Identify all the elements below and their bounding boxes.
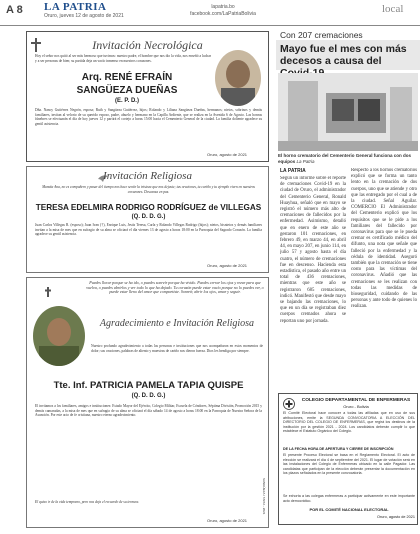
caption-text: El horno crematorio del Cementerio General funciona con dos equipos: [278, 153, 412, 164]
section-name: local: [382, 3, 404, 15]
issue-date: Oruro, jueves 12 de agosto de 2021: [44, 13, 124, 19]
newspaper-name: LA PATRIA: [44, 1, 107, 13]
nursing-logo-icon: [283, 397, 295, 409]
notice-intro: El Comité Electoral hace conocer a todas las afiliadas que en uso de sus atribuciones, emite la SEGUNDA CONVOCATORIA A ELECCIÓN DEL DIRECTORIO DEL COLEGIO DE ENFERMERAS, que regirá los destinos de la institución por la gestión 2021 - 2024. Los candidatos deberán cumplir lo que establece el Estatuto Orgánico del Colegio.: [283, 411, 415, 434]
obituary-religiosa: [26, 166, 269, 273]
article-dateline: LA PATRIA: [280, 168, 306, 174]
article-headline: Mayo fue el mes con más decesos a causa del: [280, 43, 407, 67]
obit3-closing: El quiso ir de la vida temprano, pero nos deja el recuerdo de su ternura.: [35, 500, 140, 504]
cross-icon: [45, 284, 51, 294]
article-kicker: Con 207 cremaciones: [280, 30, 363, 40]
obit2-date: Oruro, agosto de 2021: [207, 263, 248, 268]
obit1-body: Dña. Nancy Gutiérrez Negrón, esposa; Ruth y Sangüeza Gutiérrez, hijos; Rolando y Liliana Sangüeza Dueñas, hermanos; nietos, sobrinos y demás familiares, invitan al velorio de su querido esposo, padre, abuelo y hermano en la Capilla Ardiente, que se realiza en la Avenida 6 de Agosto. Las honras fúnebres se efectuarán el día de hoy jueves 12 y partirá el cortejo a horas 15:00 hacia el Cementerio General de la ciudad. La familia doliente agradece su gentil asistencia.: [35, 108, 262, 126]
notice-subtitle: Oruro - Bolivia: [343, 404, 369, 409]
obit2-verse: Mamita Ana, no es compañero y pasar del tiempo nos hace sentir la tristeza que nos dejaste; tus oraciones, tu cariño y tu ejemplo viven en nuestros corazones. Descansa en paz.: [42, 185, 255, 194]
page-number: A 8: [6, 4, 23, 16]
article-column-2: Respecto a los hornos crematorios explicó que se forma un tanto lento en la cremación de dos cuerpos, uno que se atiende y otro que las entregado por el cual a de la ciudad. Señal Aguilar. COMERCIO El Administrador del Cementerio explicó que los requisitos que se le pide a los familiares del fallecido por coronavirus para que se le pueda cremar es certificado médico del difunto, una nota que señale que falleció por la enfermedad y la cédula de identidad. Aseguró también que la cremación se tiene costo para las víctimas del coronavirus. Añadió que las cremaciones se les realizan con todas las medidas de bioseguridad, cuidando de las personas y ante todo de quienes lo realizan.: [351, 168, 417, 310]
notice-section-heading: DE LA FECHA HORA DE APERTURA Y CIERRE DE INSCRIPCIÓN: [283, 447, 394, 451]
obit3-date: Oruro, agosto de 2021: [207, 518, 248, 523]
facebook-url[interactable]: facebook.com/LaPatriaBolivia: [190, 11, 256, 17]
obit2-title: Invitación Religiosa: [103, 170, 192, 182]
obit1-intro: Hoy el señor nos quitó al ser más hermoso que tuvimos: nuestro padre, el hombre que nos dio la vida, nos enseñó a luchar y a ser personas de bien; su partida deja un vacío inmenso en nuestros corazones.: [35, 54, 211, 63]
obit3-portrait: [33, 306, 85, 366]
article-section: [276, 28, 420, 391]
obit3-name: Tte. Inf. PATRICIA PAMELA TAPIA QUISPE: [53, 380, 244, 391]
article-column-1: Según un informe sobre el reporte de cremaciones Covid-19 en la ciudad de Oruro, el administrador del Cementerio General, Ronald Huayhua, señaló que en mayo se registró el número más alto de cremaciones de fallecidos por la enfermedad. Asimismo, detalló que en enero de este año se gestaron 101 cremaciones, en febrero 49, en marzo 44, en abril 44, en mayo 207, en junio 114, en julio 57 y agosto hasta el día cuatro, el número de cremaciones fue en descenso. Hacienda esta estadística, el pasado año entre un total de 436 cremaciones, mientras que este año se registraron 685 cremaciones, indicó. Manifestó que desde mayo se bajando las cremaciones, lo que en un día se registraban diez cuerpos cremados ahora se reportan uno por jornada.: [280, 176, 346, 324]
obit2-body: Juan Carlos Villegas R. (esposo); Juan Ivan (†), Enrique Luis, Jesús Teresa, Carla y Rolando Villegas Rodrigo (hijos); nietos, bisnietos y demás familiares invitan a la misa de mes que en sufragio de su alma se oficiará el día viernes 13 de agosto a horas 18:00 en la Parroquia del Sagrado Corazón. La familia agradece su gentil asistencia.: [35, 223, 262, 237]
photo-caption: [278, 153, 418, 165]
page-header: [0, 0, 420, 26]
notice-closing: Se exhorta a las colegas enfermeras a participar activamente en este importante acto democrático.: [283, 494, 415, 503]
obit3-verse: Puedes llorar porque se ha ido, o puedes sonreír porque ha vivido. Puedes cerrar los ojos y rezar para que vuelva, o puedes abrirlos y ver todo lo que ha dejado. Tu corazón puede estar vacío porque no lo puedes ver, o puede estar lleno del amor que compartiste. Sonreír, abrir los ojos, amar y seguir.: [86, 280, 264, 295]
obit1-rip: (E. P. D.): [115, 98, 139, 104]
notice-signature: POR EL COMITÉ NACIONAL ELECTORAL: [309, 507, 389, 512]
obit1-name-line2: SANGÜEZA DUEÑAS: [76, 85, 178, 96]
obit1-date: Oruro, agosto de 2021: [207, 152, 248, 157]
electoral-notice: [278, 393, 418, 525]
obit1-portrait: [215, 50, 261, 106]
website-info: [188, 4, 258, 18]
caption-credit: La Patria: [296, 159, 315, 164]
website-url[interactable]: lapatria.bo: [211, 4, 235, 10]
headline-band: [276, 40, 420, 70]
notice-title: COLEGIO DEPARTAMENTAL DE ENFERMERAS: [301, 398, 411, 403]
notice-date: Oruro, agosto de 2021: [377, 515, 415, 519]
obituary-agradecimiento: [26, 277, 269, 528]
obit1-name-line1: Arq. RENÉ EFRAÍN: [81, 72, 173, 83]
notice-conditions: El presente Proceso Electoral se basa en el Reglamento Electoral. El acto de elección se realizará el día 4 de septiembre del 2021. El lugar de votación será en las instalaciones del Colegio de Enfermeras ubicado en la calle Pagador. Las candidatas que participan de la elección deberán presentar la documentación en los plazos señalados en la presente convocatoria.: [283, 453, 415, 476]
obit2-rip: (Q. D. D. G.): [131, 214, 166, 220]
obit3-rip: (Q. D. D. G.): [131, 393, 166, 399]
obit2-name: TERESA EDELMIRA RODRIGO RODRÍGUEZ de VILLEGAS: [35, 203, 262, 212]
obit3-body: El invitamos a los familiares, amigos e instituciones: Estado Mayor del Ejército, Colegio Militar, Escuela de Cóndores, Séptima División, Promoción 2015 y demás camaradas, a la misa de mes que en sufragio de su alma se oficiará el día sábado 14 de agosto a horas 18:00 en la Parroquia de Nuestra Señora de la Asunción. Por este acto de fe cristiana, nuestro eterno agradecimiento.: [35, 404, 262, 418]
obit3-thanks: Nuestro profundo agradecimiento a todas las personas e instituciones que nos acompañaron en estos momentos de dolor; sus oraciones, palabras de aliento y muestras de cariño nos dieron fuerza. Dios les bendiga por siempre.: [91, 344, 263, 353]
obit1-title: Invitación Necrológica: [92, 38, 203, 52]
obituary-necrologica: [26, 31, 269, 162]
obit3-title: Agradecimiento e Invitación Religiosa: [99, 318, 255, 329]
obit3-side-note: SANGÜEZA / TAPIA - 2021: [262, 478, 266, 515]
crematorium-photo: [278, 73, 418, 151]
